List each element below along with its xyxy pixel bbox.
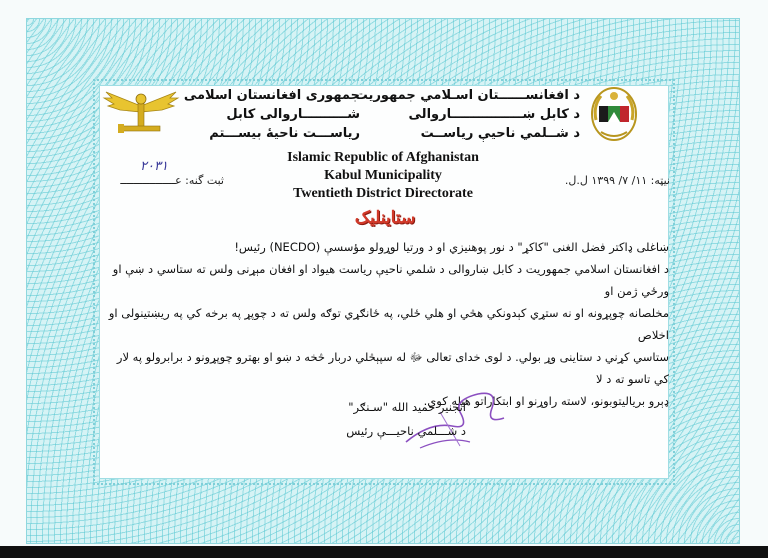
pashto-header-line2: د کابل ښــــــــــــــــاروالی bbox=[408, 107, 580, 122]
english-header-line1: Islamic Republic of Afghanistan bbox=[287, 150, 479, 165]
municipality-wings-logo-icon bbox=[102, 86, 180, 140]
handwritten-signature bbox=[400, 382, 510, 454]
english-header-line3: Twentieth District Directorate bbox=[293, 186, 473, 201]
salutation-line: ښاغلی ډاکتر فضل الغنی "کاکړ" د نور پوهنیزي او د ورتیا لوړولو مؤسسې (NECDO) رئیس! bbox=[234, 240, 669, 254]
dari-header-line3: ریاســـت ناحیهٔ بیســـتم bbox=[209, 126, 360, 141]
registration-number-label: ثبت گنه: عـــــــــــــــــ bbox=[120, 174, 224, 187]
registration-number-value: ۲۰۳۱ bbox=[140, 158, 168, 173]
english-header-line2: Kabul Municipality bbox=[324, 168, 442, 183]
dari-header-line1: جمهوری افغانستان اسلامی bbox=[183, 88, 360, 103]
body-line-2: مخلصانه چوپړونه او نه ستړي کېدونکي هڅي او هلي ځلي، په ځانګړي توګه ولس ته د چوپړ په برخه کي په ریښتینولی او اخلاص bbox=[108, 306, 669, 342]
body-line-4: ډېرو بریالیتوبونو، لاسته راوړنو او ابتکاراتو هیله کوي. bbox=[423, 394, 669, 408]
body-line-1: د افغانستان اسلامي جمهوریت د کابل ښاروالی د شلمي ناحیې ریاست هیواد او افغان مېړنی ولس ته ستاسي د ښې او ورځي ژمن او bbox=[112, 262, 669, 298]
scan-edge-bar bbox=[0, 546, 768, 558]
certificate-title: ستاینلیک bbox=[354, 208, 416, 228]
body-line-3: ستاسي کړني د ستاینی وړ بولي. د لوی خدای تعالی ﷻ له سپېڅلي دربار څخه د ښو او بهترو چوپړونو د برابرولو په لار کي تاسو ته د لا bbox=[116, 350, 669, 386]
signatory-name: انجنیر حمید الله "سـنګر" bbox=[348, 400, 466, 414]
pashto-header-line1: د افغانســــــتان اسـلامي جمهوريت bbox=[354, 88, 580, 103]
certificate-body bbox=[103, 236, 669, 412]
date-field: نیټه: ۱۱/ ۷/ ۱۳۹۹ ل.ل. bbox=[564, 174, 670, 187]
afghanistan-emblem-icon bbox=[589, 84, 639, 142]
signatory-title: د شـــلمي ناحیـــې رئیس bbox=[346, 424, 466, 438]
pashto-header-line3: د شــلمي ناحيې رياســت bbox=[420, 126, 580, 141]
dari-header-line2: شــــــــــاروالی کابل bbox=[226, 107, 360, 122]
